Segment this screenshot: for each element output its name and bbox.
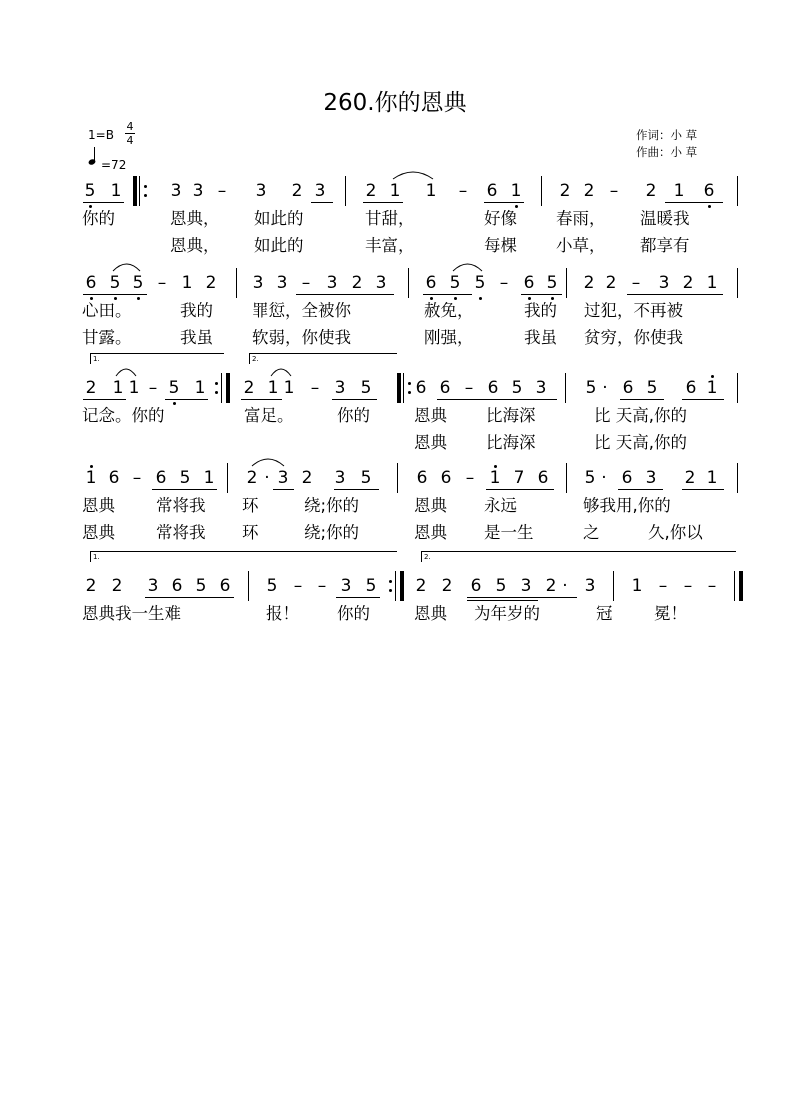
note: 5 — [132, 273, 144, 293]
tie-slur — [113, 264, 140, 271]
lyric-text-verse2: 比 天高,你的 — [594, 433, 687, 452]
note: 6 — [523, 273, 535, 293]
note: 6 — [416, 468, 428, 488]
note: 1 — [389, 181, 401, 201]
lyric-text-verse2: 久,你以 — [648, 523, 703, 542]
lyric-text: 比海深 — [486, 406, 536, 425]
lyric-text: 为年岁的 — [474, 604, 540, 623]
note: 5 — [266, 576, 278, 596]
tie-slur — [116, 369, 136, 376]
song-title: 260.你的恩典 — [323, 90, 467, 116]
lyric-text-verse2: 我虽 — [180, 328, 213, 347]
note: – — [683, 576, 693, 596]
note: 2 — [301, 468, 313, 488]
lyric-text-verse2: 甘露。 — [82, 328, 132, 347]
note: 1 — [706, 378, 718, 398]
lyric-text-verse2: 我虽 — [524, 328, 557, 347]
note: 5 — [365, 576, 377, 596]
note: 3 — [252, 273, 264, 293]
note: 5 — [546, 273, 558, 293]
lyric-text: 赦免， — [424, 301, 474, 320]
note: 3 — [340, 576, 352, 596]
note: 1 — [194, 378, 206, 398]
lyric-text-verse2: 恩典 — [82, 523, 115, 542]
lyric-text: 恩典我一生难 — [82, 604, 181, 623]
lyric-text: 心田。 — [82, 301, 132, 320]
note: 3 — [334, 468, 346, 488]
note: 2 — [545, 576, 557, 596]
volta-bracket — [249, 353, 397, 364]
lyric-text-verse2: 贫穷，你使我 — [584, 328, 683, 347]
note: 3 — [314, 181, 326, 201]
lyric-text-verse2: 比海深 — [486, 433, 536, 452]
lyric-text-verse2: 恩典 — [414, 523, 447, 542]
note: 7 — [513, 468, 525, 488]
note: – — [458, 181, 468, 201]
note: 2 — [351, 273, 363, 293]
lyric-text: 常将我 — [156, 496, 206, 515]
lyric-text-verse2: 软弱，你使我 — [252, 328, 351, 347]
composer-credit: 作曲：小 草 — [636, 145, 698, 159]
note: 3 — [535, 378, 547, 398]
lyric-text-verse2: 常将我 — [156, 523, 206, 542]
note: 1 — [85, 468, 97, 488]
note: 1 — [283, 378, 295, 398]
note: 2 — [682, 273, 694, 293]
note: 6 — [155, 468, 167, 488]
lyric-text: 春雨， — [556, 209, 606, 228]
lyric-text: 我的 — [524, 301, 557, 320]
lyric-text: 记念。你的 — [82, 406, 165, 425]
note: 1 — [489, 468, 501, 488]
note: 6 — [439, 378, 451, 398]
tie-slur — [271, 369, 291, 376]
note: 6 — [537, 468, 549, 488]
note: 2 — [291, 181, 303, 201]
lyric-text: 甘甜， — [365, 209, 415, 228]
note: 3 — [255, 181, 267, 201]
note: – — [464, 378, 474, 398]
note: 2 — [645, 181, 657, 201]
note: 5 — [360, 468, 372, 488]
note: 3 — [375, 273, 387, 293]
note: – — [293, 576, 303, 596]
lyric-text: 富足。 — [244, 406, 294, 425]
note: 6 — [621, 468, 633, 488]
lyric-text: 罪愆，全被你 — [252, 301, 351, 320]
note: 6 — [487, 378, 499, 398]
note: · — [601, 468, 607, 488]
note: 2 — [365, 181, 377, 201]
note: 5 — [179, 468, 191, 488]
note: – — [609, 181, 619, 201]
note: 2 — [111, 576, 123, 596]
note: – — [310, 378, 320, 398]
note: – — [148, 378, 158, 398]
note: 6 — [219, 576, 231, 596]
lyric-text: 永远 — [484, 496, 517, 515]
note: 5 — [449, 273, 461, 293]
lyricist-credit: 作词：小 草 — [636, 128, 698, 142]
note: 3 — [277, 468, 289, 488]
note: 5 — [360, 378, 372, 398]
lyric-text: 好像 — [484, 209, 517, 228]
note: 2 — [85, 576, 97, 596]
note: 6 — [486, 181, 498, 201]
tie-slur — [252, 459, 284, 466]
volta-number: 1. — [93, 553, 100, 561]
note: 6 — [171, 576, 183, 596]
key-signature: 1=B — [88, 128, 114, 142]
note: – — [217, 181, 227, 201]
note: 5 — [511, 378, 523, 398]
lyric-text: 你的 — [337, 604, 370, 623]
note: 3 — [147, 576, 159, 596]
tie-slur — [453, 264, 482, 271]
lyric-text-verse2: 恩典， — [170, 236, 220, 255]
lyric-text-verse2: 刚强， — [424, 328, 474, 347]
note: – — [499, 273, 509, 293]
note: 2 — [605, 273, 617, 293]
lyric-text: 你的 — [82, 209, 115, 228]
lyric-text-verse2: 如此的 — [254, 236, 304, 255]
note: 2 — [85, 378, 97, 398]
note: 1 — [181, 273, 193, 293]
note: 1 — [706, 273, 718, 293]
lyric-text: 冠 — [596, 604, 613, 623]
lyric-text: 如此的 — [254, 209, 304, 228]
lyric-text-verse2: 丰富， — [365, 236, 415, 255]
note: 5 — [109, 273, 121, 293]
note: 3 — [192, 181, 204, 201]
volta-bracket — [90, 353, 224, 364]
lyric-text: 冕！ — [654, 604, 687, 623]
note: 1 — [267, 378, 279, 398]
tie-slur — [393, 172, 433, 179]
lyric-text-verse2: 每棵 — [484, 236, 517, 255]
note: · — [562, 576, 568, 596]
lyric-text: 恩典， — [170, 209, 220, 228]
note: 2 — [441, 576, 453, 596]
note: – — [317, 576, 327, 596]
volta-bracket — [421, 551, 736, 562]
note: · — [602, 378, 608, 398]
note: 1 — [631, 576, 643, 596]
time-signature-bottom: 4 — [126, 134, 134, 147]
note: 3 — [326, 273, 338, 293]
note: 3 — [520, 576, 532, 596]
note: 3 — [645, 468, 657, 488]
time-signature-top: 4 — [126, 120, 134, 133]
note: – — [658, 576, 668, 596]
note: 6 — [703, 181, 715, 201]
note: 6 — [108, 468, 120, 488]
note: 6 — [425, 273, 437, 293]
volta-bracket — [90, 551, 397, 562]
note: 1 — [706, 468, 718, 488]
note: – — [707, 576, 717, 596]
note: 1 — [112, 378, 124, 398]
tempo-marking: =72 — [101, 158, 127, 172]
note: 1 — [203, 468, 215, 488]
lyric-text: 环 — [242, 496, 259, 515]
note: 2 — [684, 468, 696, 488]
note: 5 — [195, 576, 207, 596]
note: 2 — [243, 378, 255, 398]
note: 6 — [622, 378, 634, 398]
note: – — [465, 468, 475, 488]
note: 3 — [170, 181, 182, 201]
note: 6 — [440, 468, 452, 488]
note: 5 — [585, 378, 597, 398]
lyric-text: 恩典 — [82, 496, 115, 515]
note: 6 — [85, 273, 97, 293]
note: 2 — [205, 273, 217, 293]
lyric-text-verse2: 环 — [242, 523, 259, 542]
note: 2 — [583, 181, 595, 201]
lyric-text-verse2: 绕;你的 — [304, 523, 360, 542]
lyric-text: 我的 — [180, 301, 213, 320]
note: 1 — [673, 181, 685, 201]
note: 6 — [470, 576, 482, 596]
note: 1 — [425, 181, 437, 201]
lyric-text: 恩典 — [414, 604, 447, 623]
note: – — [301, 273, 311, 293]
lyric-text: 比 天高,你的 — [594, 406, 687, 425]
note: 5 — [168, 378, 180, 398]
lyric-text: 报！ — [266, 604, 299, 623]
lyric-text: 够我用,你的 — [583, 496, 671, 515]
lyric-text: 你的 — [337, 406, 370, 425]
note: 5 — [646, 378, 658, 398]
note: 2 — [559, 181, 571, 201]
note: 1 — [110, 181, 122, 201]
volta-number: 1. — [93, 355, 100, 363]
note: 5 — [84, 181, 96, 201]
lyric-text: 恩典 — [414, 406, 447, 425]
note: 5 — [584, 468, 596, 488]
lyric-text: 温暖我 — [640, 209, 690, 228]
lyric-text-verse2: 之 — [583, 523, 600, 542]
lyric-text-verse2: 是一生 — [484, 523, 534, 542]
lyric-text-verse2: 恩典 — [414, 433, 447, 452]
note: – — [132, 468, 142, 488]
note: 6 — [685, 378, 697, 398]
note: 2 — [583, 273, 595, 293]
lyric-text: 绕;你的 — [304, 496, 360, 515]
lyric-text: 恩典 — [414, 496, 447, 515]
note: 3 — [584, 576, 596, 596]
note: 1 — [128, 378, 140, 398]
note: 5 — [474, 273, 486, 293]
note: 1 — [510, 181, 522, 201]
note: 3 — [658, 273, 670, 293]
note: 3 — [276, 273, 288, 293]
note: 6 — [415, 378, 427, 398]
lyric-text-verse2: 小草， — [556, 236, 606, 255]
note: – — [631, 273, 641, 293]
lyric-text-verse2: 都享有 — [640, 236, 690, 255]
volta-number: 2. — [252, 355, 259, 363]
volta-number: 2. — [424, 553, 431, 561]
note: · — [264, 468, 270, 488]
lyric-text: 过犯，不再被 — [584, 301, 683, 320]
note: – — [157, 273, 167, 293]
note: 2 — [415, 576, 427, 596]
note: 2 — [246, 468, 258, 488]
note: 3 — [334, 378, 346, 398]
note: 5 — [495, 576, 507, 596]
